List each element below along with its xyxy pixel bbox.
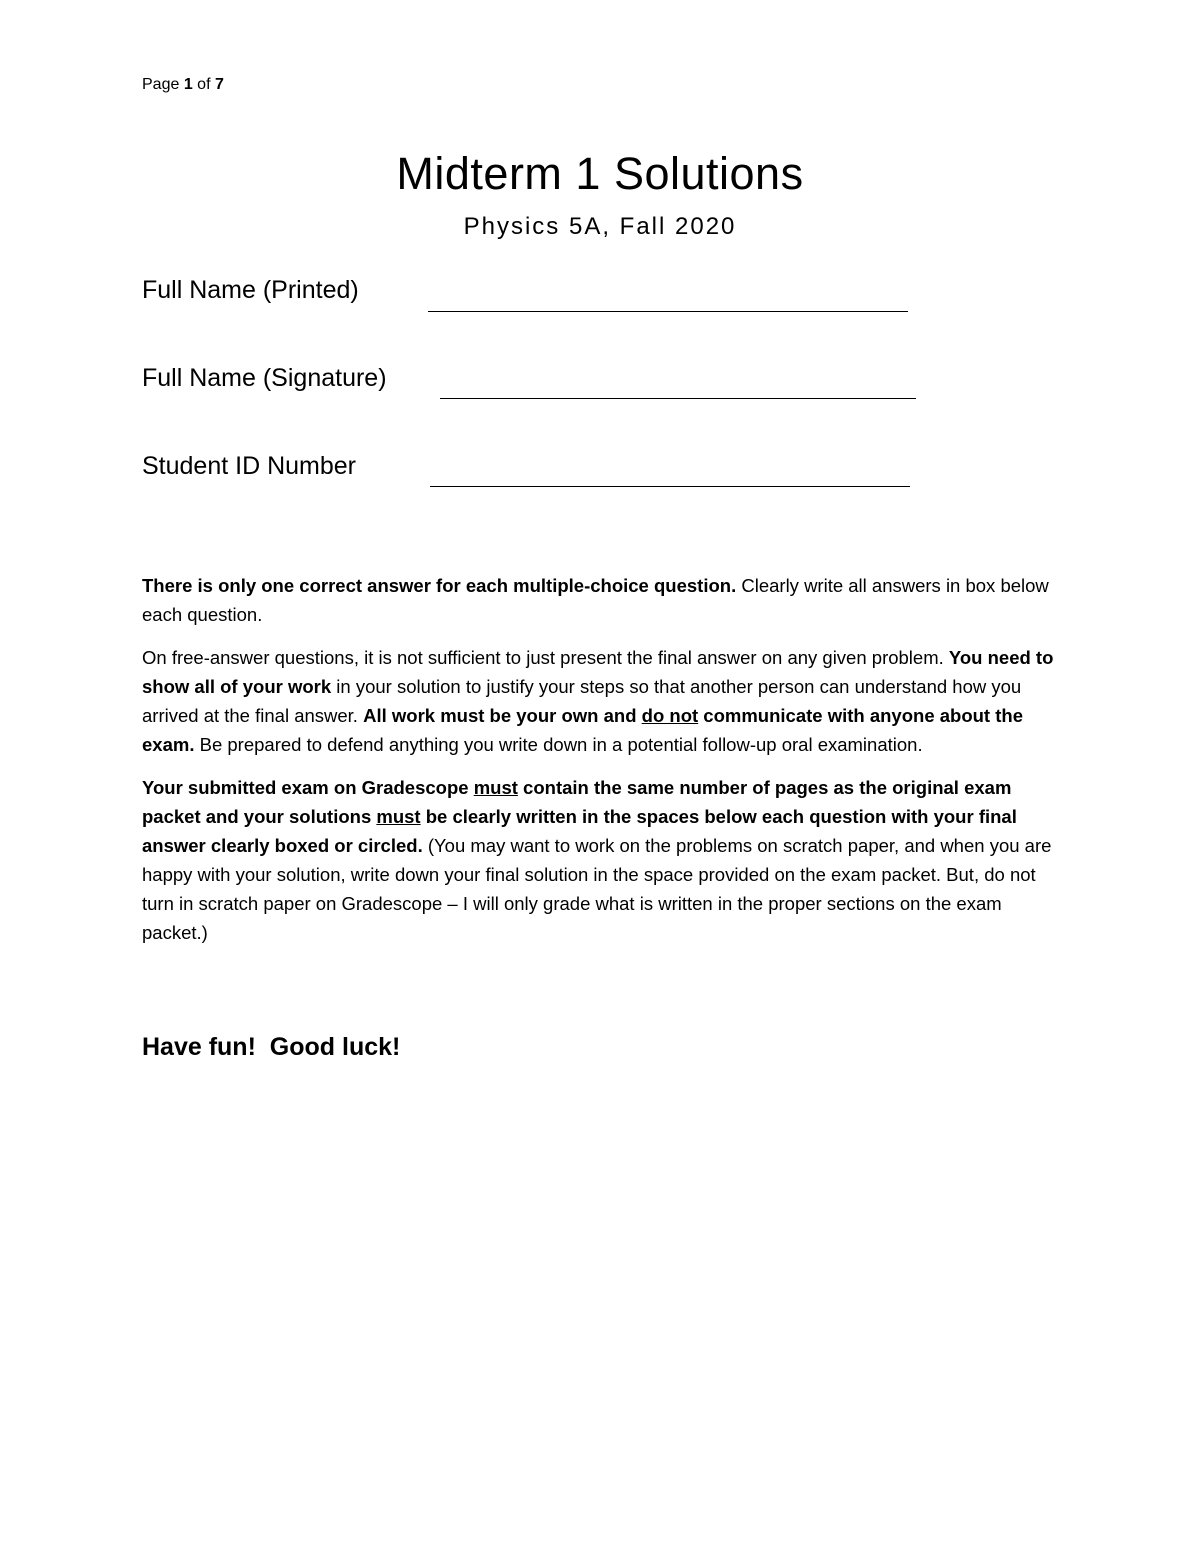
sub-bold-c: contain the same number of pages as the original exam packet and your solutions	[142, 777, 1012, 827]
mc-bold-text: There is only one correct answer for each multiple-choice question.	[142, 575, 737, 596]
sub-bold-underline-b: must	[473, 777, 518, 798]
page-total: 7	[214, 76, 224, 93]
fa-text-c: in your solution to justify your steps so that another person can understand how you arrived at the final answer.	[142, 676, 1022, 726]
fa-bold-underline-e: do not	[641, 705, 699, 726]
fa-text-a: On free-answer questions, it is not sufficient to just present the final answer on any given problem.	[142, 647, 949, 668]
fa-text-g: Be prepared to defend anything you write down in a potential follow-up oral examination.	[194, 734, 923, 755]
student-id-label: Student ID Number	[142, 452, 356, 480]
instruction-multiple-choice	[142, 571, 1067, 629]
page-title: Midterm 1 Solutions	[396, 148, 804, 199]
printed-name-label: Full Name (Printed)	[142, 276, 359, 304]
instruction-free-answer	[142, 643, 1067, 759]
page-prefix: Page	[142, 76, 184, 93]
page-of: of	[192, 76, 215, 93]
page-subtitle: Physics 5A, Fall 2020	[463, 213, 737, 240]
sub-text-f: (You may want to work on the problems on scratch paper, and when you are happy with your solution, write down your final solution in the space provided on the exam packet. But, do not turn in scratch paper on Gradescope – I will only grade what is written in the proper sections on the exam packet.)	[142, 835, 1052, 943]
printed-name-line[interactable]	[428, 311, 908, 312]
sub-bold-underline-d: must	[376, 806, 421, 827]
fa-bold-b: You need to show all of your work	[142, 647, 1054, 697]
sub-bold-e: be clearly written in the spaces below each question with your final answer clearly boxed or circled.	[142, 806, 1017, 856]
page-current: 1	[183, 76, 193, 93]
student-id-line[interactable]	[430, 486, 910, 487]
instructions	[142, 571, 1067, 961]
fa-bold-f: communicate with anyone about the exam.	[142, 705, 1023, 755]
sub-bold-a: Your submitted exam on Gradescope	[142, 777, 474, 798]
signature-line[interactable]	[440, 398, 916, 399]
mc-text: Clearly write all answers in box below each question.	[142, 575, 1049, 625]
closing-message: Have fun! Good luck!	[142, 1033, 401, 1061]
instruction-submission	[142, 773, 1067, 947]
fa-bold-d: All work must be your own and	[363, 705, 642, 726]
signature-label: Full Name (Signature)	[142, 364, 387, 392]
page-number	[142, 76, 224, 94]
